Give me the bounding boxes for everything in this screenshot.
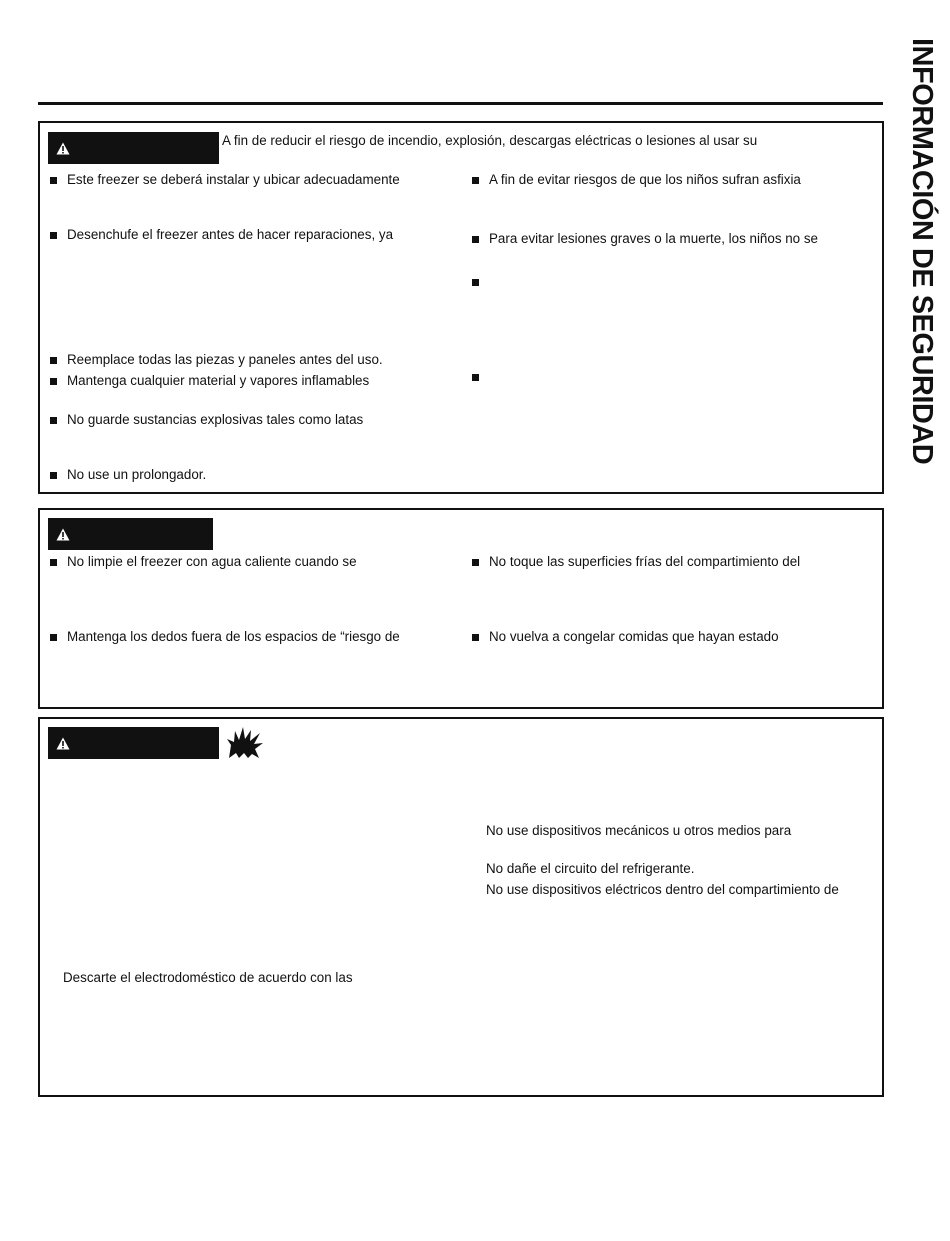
- list-item: Reemplace todas las piezas y paneles antes del uso.: [67, 352, 383, 367]
- list-item: No use un prolongador.: [67, 467, 207, 482]
- side-title: INFORMACIÓN DE SEGURIDAD: [906, 38, 938, 465]
- warning-badge: [48, 727, 219, 759]
- top-rule: [38, 102, 883, 105]
- bullet: [50, 559, 57, 566]
- bullet: [50, 357, 57, 364]
- bullet: [50, 634, 57, 641]
- explosion-burst-icon: [227, 727, 263, 759]
- warning-box-cold: [38, 508, 884, 709]
- bullet: [50, 177, 57, 184]
- list-item: No limpie el freezer con agua caliente cuando se: [67, 554, 357, 569]
- list-item: No toque las superficies frías del compartimiento del: [489, 554, 801, 569]
- list-item: Mantenga cualquier material y vapores inflamables: [67, 373, 370, 388]
- bullet: [50, 378, 57, 385]
- bullet: [472, 634, 479, 641]
- bullet: [50, 417, 57, 424]
- warning-badge: [48, 518, 213, 550]
- list-item: Mantenga los dedos fuera de los espacios de “riesgo de: [67, 629, 400, 644]
- list-item: Para evitar lesiones graves o la muerte, los niños no se: [489, 231, 818, 246]
- bullet: [472, 374, 479, 381]
- text-line: No use dispositivos eléctricos dentro del compartimiento de: [486, 882, 839, 897]
- text-line: No dañe el circuito del refrigerante.: [486, 861, 695, 876]
- list-item: A fin de evitar riesgos de que los niños sufran asfixia: [489, 172, 801, 187]
- list-item: No vuelva a congelar comidas que hayan estado: [489, 629, 779, 644]
- warning-badge: [48, 132, 219, 164]
- disposal-text: Descarte el electrodoméstico de acuerdo con las: [63, 970, 353, 985]
- warning-triangle-icon: [56, 737, 70, 750]
- list-item: No guarde sustancias explosivas tales como latas: [67, 412, 364, 427]
- warning-triangle-icon: [56, 142, 70, 155]
- warning-box-fire-explosion: [38, 121, 884, 494]
- section-intro: A fin de reducir el riesgo de incendio, explosión, descargas eléctricas o lesiones al usar su: [222, 133, 758, 148]
- warning-triangle-icon: [56, 528, 70, 541]
- bullet: [50, 232, 57, 239]
- bullet: [472, 279, 479, 286]
- warning-box-refrigerant: [38, 717, 884, 1097]
- bullet: [472, 177, 479, 184]
- list-item: Este freezer se deberá instalar y ubicar adecuadamente: [67, 172, 400, 187]
- bullet: [472, 559, 479, 566]
- bullet: [472, 236, 479, 243]
- list-item: Desenchufe el freezer antes de hacer reparaciones, ya: [67, 227, 394, 242]
- text-line: No use dispositivos mecánicos u otros medios para: [486, 823, 792, 838]
- bullet: [50, 472, 57, 479]
